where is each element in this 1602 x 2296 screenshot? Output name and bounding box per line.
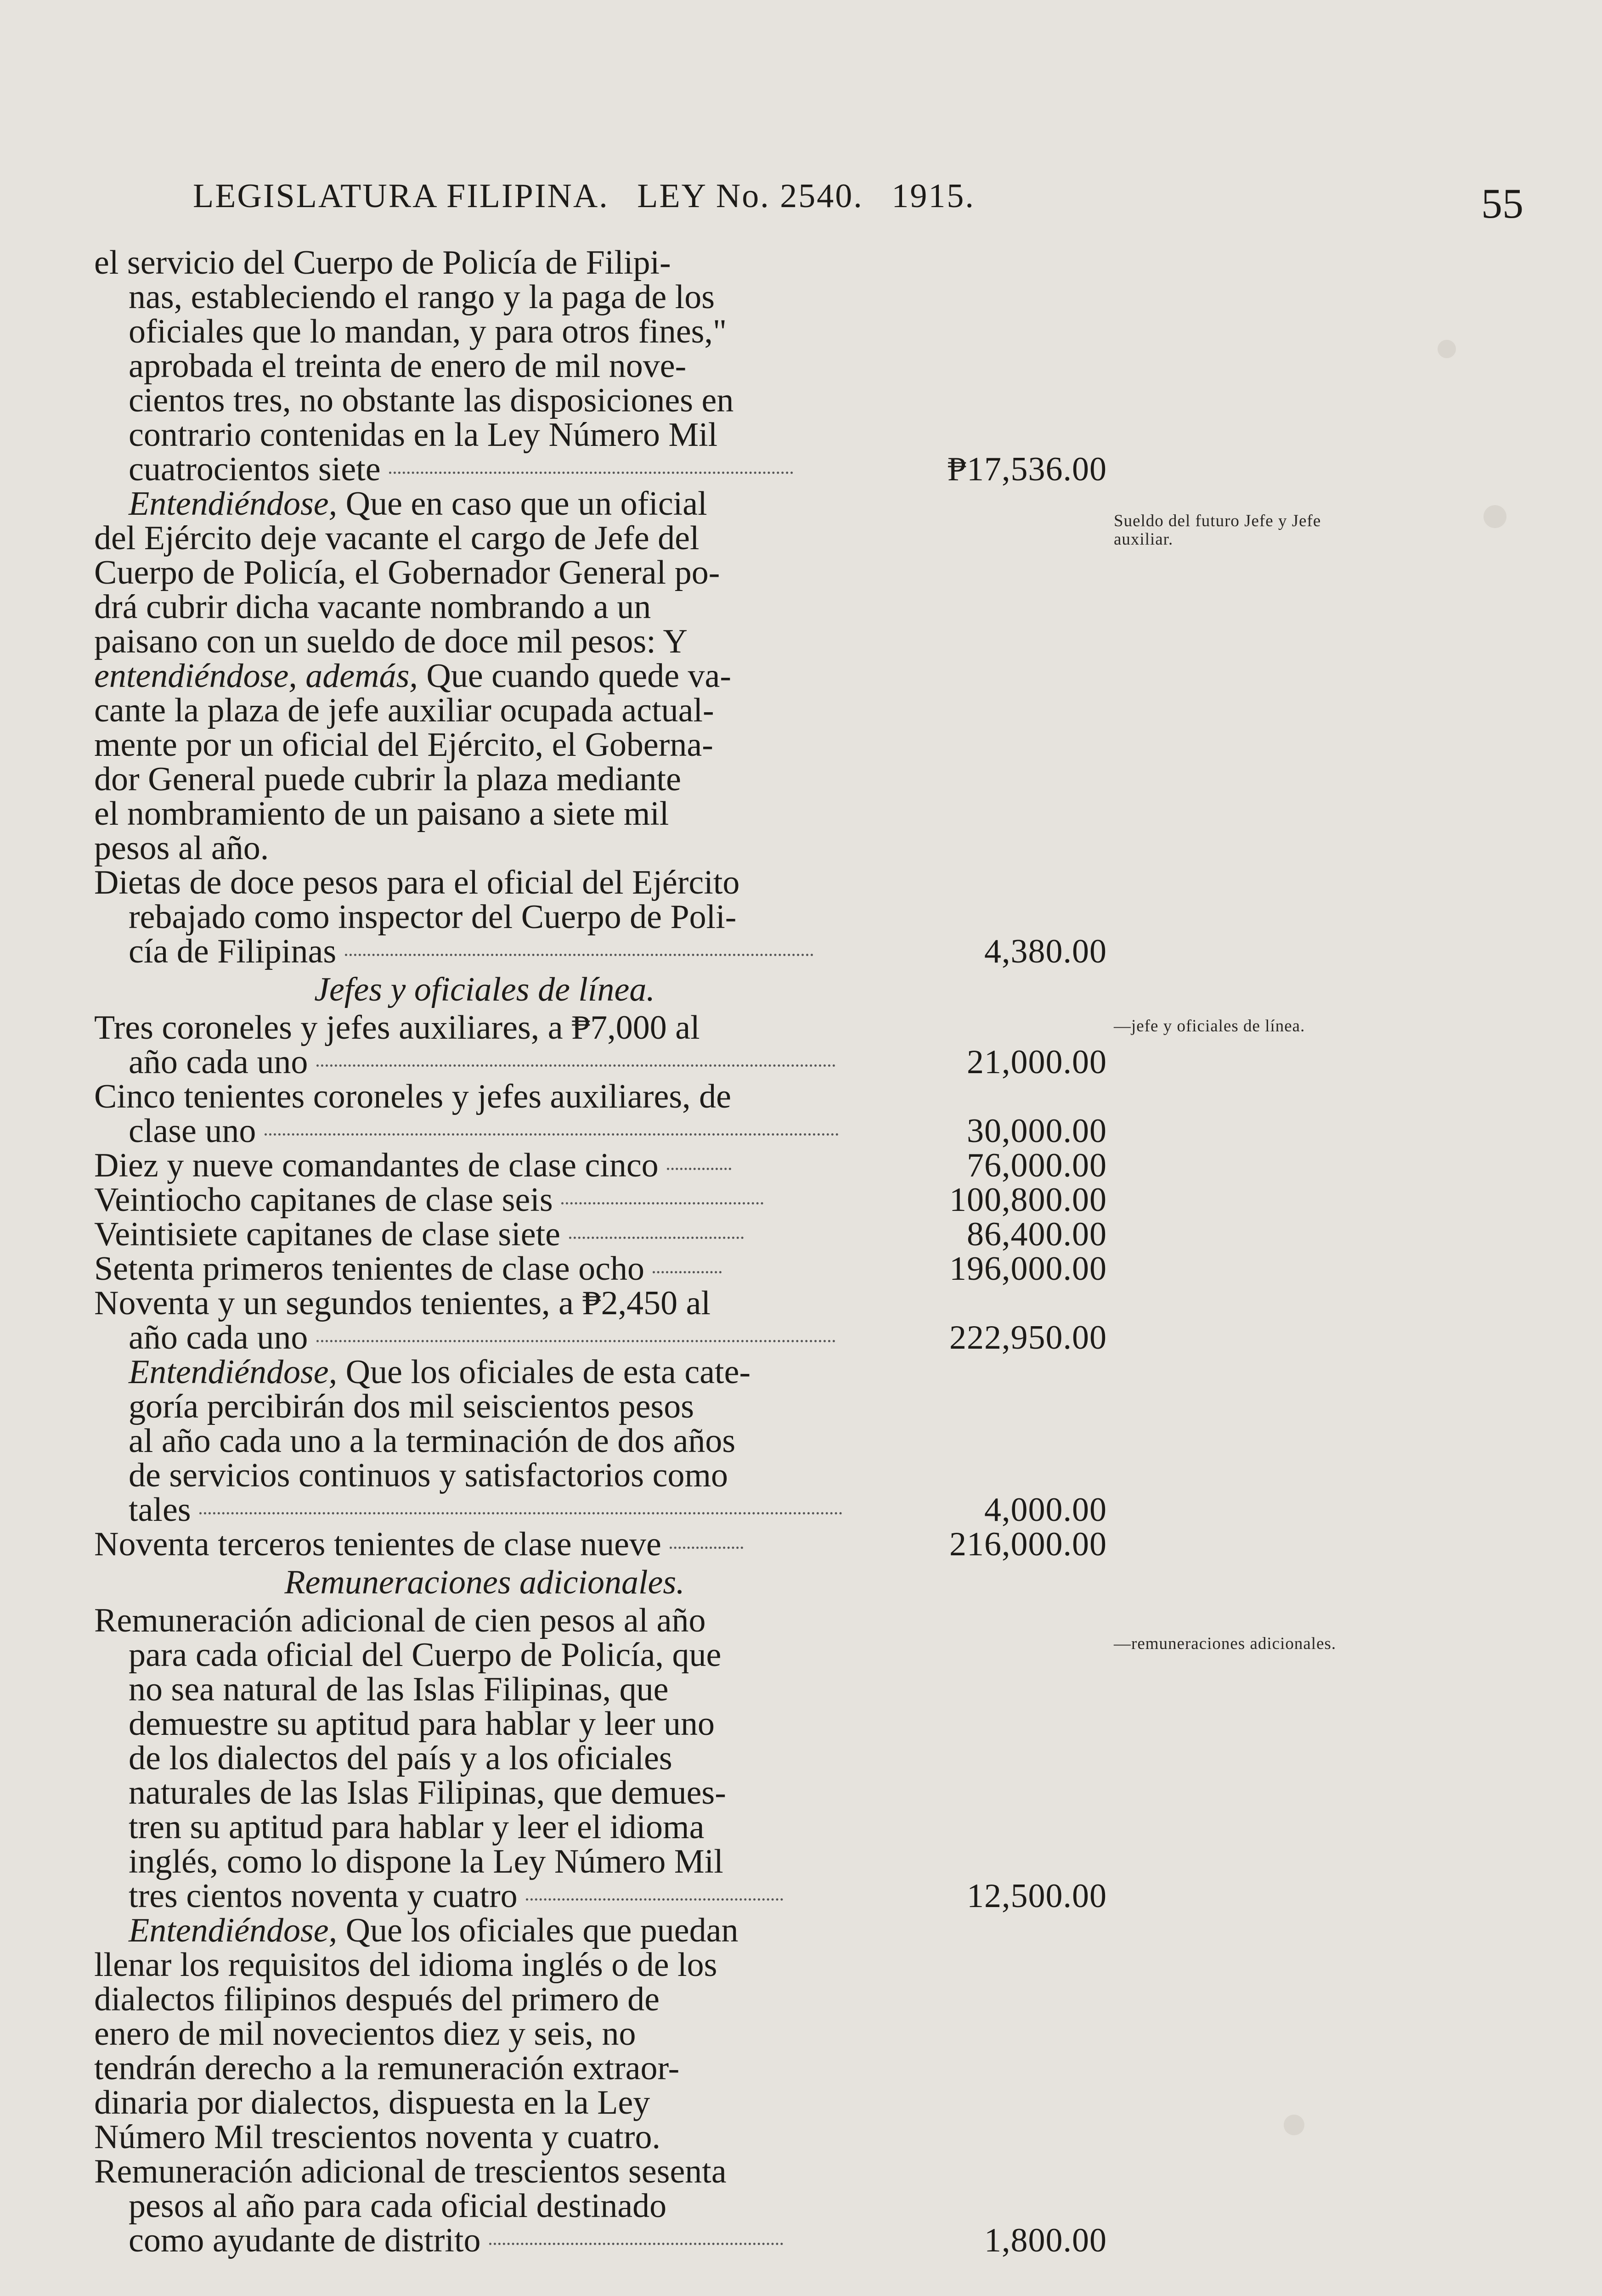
line-item: cuatrocientos siete ₱17,536.00: [129, 450, 1107, 488]
text-line: tren su aptitud para hablar y leer el idioma: [129, 1808, 705, 1846]
text-line: el servicio del Cuerpo de Policía de Filipi-: [94, 244, 671, 281]
text-line: dor General puede cubrir la plaza mediante: [94, 760, 681, 798]
amount: 100,800.00: [949, 1181, 1107, 1219]
dot-leader: [316, 1340, 835, 1342]
text-line: rebajado como inspector del Cuerpo de Poli-: [129, 898, 737, 936]
header-year: 1915.: [891, 177, 975, 215]
page-number: 55: [1481, 180, 1523, 227]
text-line: pesos al año para cada oficial destinado: [129, 2187, 667, 2225]
line-item: tres cientos noventa y cuatro 12,500.00: [129, 1877, 1107, 1915]
header-law-number: LEY No. 2540.: [637, 177, 863, 215]
text-line: Número Mil trescientos noventa y cuatro.: [94, 2118, 660, 2156]
paper-speck: [1284, 2115, 1304, 2135]
text-line: de los dialectos del país y a los oficiales: [129, 1739, 672, 1777]
text-line: paisano con un sueldo de doce mil pesos: Y: [94, 623, 688, 660]
text-line: para cada oficial del Cuerpo de Policía, que: [129, 1636, 722, 1674]
line-item: año cada uno 21,000.00: [129, 1043, 1107, 1081]
dot-leader: [265, 1133, 839, 1136]
text-line: Cinco tenientes coroneles y jefes auxiliares, de: [94, 1078, 731, 1115]
text-line: contrario contenidas en la Ley Número Mil: [129, 416, 718, 454]
text-line: enero de mil novecientos diez y seis, no: [94, 2015, 636, 2053]
amount: 86,400.00: [967, 1216, 1107, 1253]
margin-note-line-officers: —jefe y oficiales de línea.: [1114, 1017, 1305, 1035]
text-line: naturales de las Islas Filipinas, que demues-: [129, 1774, 726, 1812]
dot-leader: [653, 1271, 722, 1273]
amount: 216,000.00: [949, 1525, 1107, 1563]
amount: ₱17,536.00: [947, 450, 1107, 488]
text-line: cante la plaza de jefe auxiliar ocupada actual-: [94, 692, 714, 729]
proviso-line: Entendiéndose, Que en caso que un oficial: [129, 485, 707, 523]
text-line: Cuerpo de Policía, el Gobernador General po-: [94, 554, 720, 591]
amount: 4,000.00: [984, 1491, 1107, 1529]
amount: 12,500.00: [967, 1877, 1107, 1915]
dot-leader: [489, 2243, 783, 2245]
line-item: Noventa terceros tenientes de clase nueve 216,000.00: [94, 1525, 1107, 1563]
line-item: Veintiocho capitanes de clase seis 100,800.00: [94, 1181, 1107, 1219]
amount: 1,800.00: [984, 2222, 1107, 2259]
dot-leader: [389, 472, 793, 474]
dot-leader: [316, 1064, 835, 1067]
line-item: Veintisiete capitanes de clase siete 86,400.00: [94, 1216, 1107, 1253]
text-line: Noventa y un segundos tenientes, a ₱2,450 al: [94, 1284, 711, 1322]
text-line: goría percibirán dos mil seiscientos pesos: [129, 1388, 694, 1425]
text-line: pesos al año.: [94, 829, 269, 867]
text-line: dinaria por dialectos, dispuesta en la Ley: [94, 2084, 650, 2122]
dot-leader: [569, 1237, 744, 1239]
proviso-line: Entendiéndose, Que los oficiales que puedan: [129, 1912, 739, 1949]
margin-note-additional-pay: —remuneraciones adicionales.: [1114, 1634, 1337, 1653]
header-legislature: LEGISLATURA FILIPINA.: [193, 177, 609, 215]
line-item: cía de Filipinas 4,380.00: [129, 933, 1107, 970]
proviso-line: Entendiéndose, Que los oficiales de esta cate-: [129, 1353, 751, 1391]
text-line: cientos tres, no obstante las disposiciones en: [129, 382, 734, 419]
text-line: dialectos filipinos después del primero de: [94, 1981, 660, 2018]
amount: 196,000.00: [949, 1250, 1107, 1288]
text-line: Tres coroneles y jefes auxiliares, a ₱7,000 al: [94, 1009, 700, 1047]
text-line: mente por un oficial del Ejército, el Goberna-: [94, 726, 713, 764]
paper-speck: [1438, 340, 1456, 358]
amount: 4,380.00: [984, 933, 1107, 970]
text-line: de servicios continuos y satisfactorios como: [129, 1457, 728, 1494]
main-text-column: [94, 244, 1107, 2259]
paper-speck: [1484, 505, 1506, 528]
text-line: el nombramiento de un paisano a siete mil: [94, 795, 669, 833]
text-line: llenar los requisitos del idioma inglés o de los: [94, 1946, 717, 1984]
line-item: tales 4,000.00: [129, 1491, 1107, 1529]
running-header: [193, 177, 975, 216]
text-line: demuestre su aptitud para hablar y leer uno: [129, 1705, 715, 1743]
amount: 222,950.00: [949, 1319, 1107, 1356]
dot-leader: [526, 1898, 783, 1901]
text-line: Remuneración adicional de cien pesos al año: [94, 1602, 706, 1639]
line-item: Diez y nueve comandantes de clase cinco 76,000.00: [94, 1147, 1107, 1184]
text-line: del Ejército deje vacante el cargo de Jefe del: [94, 519, 699, 557]
margin-note-salary: Sueldo del futuro Jefe y Jefe auxiliar.: [1114, 512, 1321, 549]
text-line: aprobada el treinta de enero de mil nove-: [129, 347, 687, 385]
line-item: Setenta primeros tenientes de clase ocho 196,000.00: [94, 1250, 1107, 1288]
line-item: año cada uno 222,950.00: [129, 1319, 1107, 1356]
text-line: entendiéndose, además, Que cuando quede va-: [94, 657, 732, 695]
text-line: drá cubrir dicha vacante nombrando a un: [94, 588, 651, 626]
dot-leader: [345, 954, 813, 956]
amount: 30,000.00: [967, 1112, 1107, 1150]
line-item: como ayudante de distrito 1,800.00: [129, 2222, 1107, 2259]
section-heading: Jefes y oficiales de línea.: [314, 971, 655, 1008]
text-line: no sea natural de las Islas Filipinas, que: [129, 1671, 669, 1708]
amount: 76,000.00: [967, 1147, 1107, 1184]
text-line: tendrán derecho a la remuneración extraor-: [94, 2049, 680, 2087]
amount: 21,000.00: [967, 1043, 1107, 1081]
text-line: Dietas de doce pesos para el oficial del Ejército: [94, 864, 740, 901]
text-line: inglés, como lo dispone la Ley Número Mil: [129, 1843, 723, 1880]
dot-leader: [199, 1512, 842, 1514]
dot-leader: [667, 1168, 731, 1170]
text-line: Remuneración adicional de trescientos sesenta: [94, 2153, 727, 2190]
line-item: clase uno 30,000.00: [129, 1112, 1107, 1150]
text-line: nas, estableciendo el rango y la paga de los: [129, 278, 715, 316]
text-line: oficiales que lo mandan, y para otros fines,": [129, 313, 727, 350]
text-line: al año cada uno a la terminación de dos años: [129, 1422, 736, 1460]
dot-leader: [561, 1202, 763, 1204]
dot-leader: [670, 1547, 743, 1549]
section-heading: Remuneraciones adicionales.: [284, 1564, 685, 1601]
